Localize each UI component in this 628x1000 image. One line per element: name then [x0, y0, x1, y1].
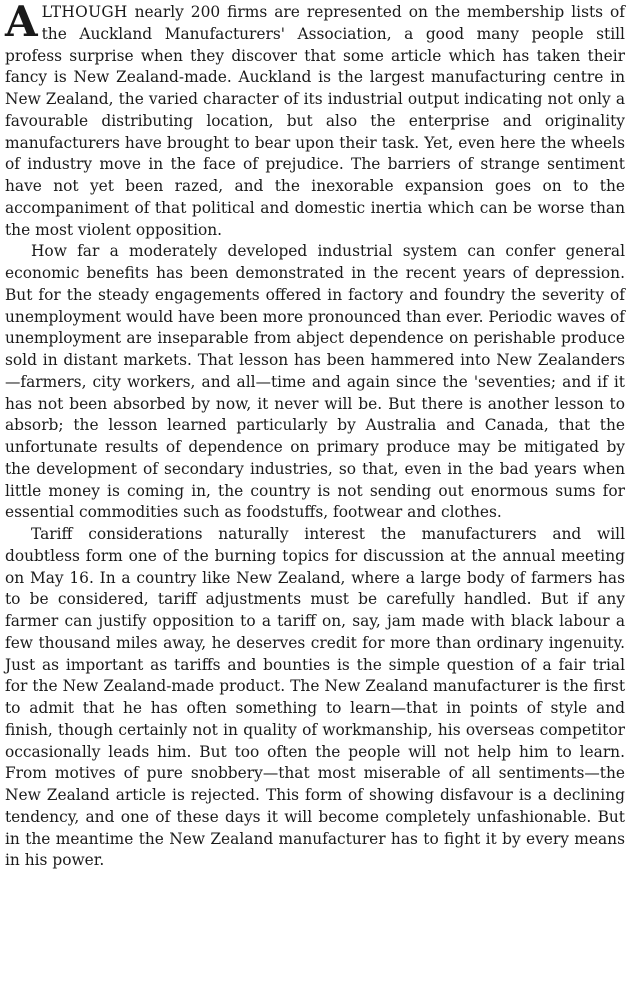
drop-cap: A — [5, 0, 38, 46]
paragraph-1-text: nearly 200 firms are represented on the membership lists of the Auckland Manufacturers' Association, a good many people still profess surprise when they discover that some article which has taken their fancy is New Zealand-made. Auckland is the largest manufacturing centre in New Zealand, the varied character of its industrial output indicating not only a favourable distributing location, but also the enterprise and originality manufacturers have brought to bear upon their task. Yet, even here the wheels of industry move in the face of prejudice. The barriers of strange sentiment have not yet been razed, and the inexorable expansion goes on to the accompaniment of that political and domestic inertia which can be worse than the most violent opposition. — [5, 3, 625, 239]
article-column — [5, 2, 625, 872]
opening-caps: LTHOUGH — [41, 3, 128, 21]
paragraph-3: Tariff considerations naturally interest the manufacturers and will doubtless form one of the burning topics for discussion at the annual meeting on May 16. In a country like New Zealand, where a large body of farmers has to be considered, tariff adjustments must be carefully handled. But if any farmer can justify opposition to a tariff on, say, jam made with black labour a few thousand miles away, he deserves credit for more than ordinary ingenuity. Just as important as tariffs and bounties is the simple question of a fair trial for the New Zealand-made product. The New Zealand manufacturer is the first to admit that he has often something to learn—that in points of style and finish, though certainly not in quality of workmanship, his overseas competitor occasionally leads him. But too often the people will not help him to learn. From motives of pure snobbery—that most miserable of all sentiments—the New Zealand article is rejected. This form of showing disfavour is a declining tendency, and one of these days it will become completely unfashionable. But in the meantime the New Zealand manufacturer has to fight it by every means in his power. — [5, 525, 625, 870]
paragraph-1 — [5, 2, 625, 241]
paragraph-2: How far a moderately developed industrial system can confer general economic benefits has been demonstrated in the recent years of depression. But for the steady engagements offered in factory and foundry the severity of unemployment would have been more pronounced than ever. Periodic waves of unemployment are inseparable from abject dependence on perishable produce sold in distant markets. That lesson has been hammered into New Zealanders—farmers, city workers, and all—time and again since the 'seventies; and if it has not been absorbed by now, it never will be. But there is another lesson to absorb; the lesson learned particularly by Australia and Canada, that the unfortunate results of dependence on primary produce may be mitigated by the development of secondary industries, so that, even in the bad years when little money is coming in, the country is not sending out enormous sums for essential commodities such as foodstuffs, footwear and clothes. — [5, 242, 625, 522]
